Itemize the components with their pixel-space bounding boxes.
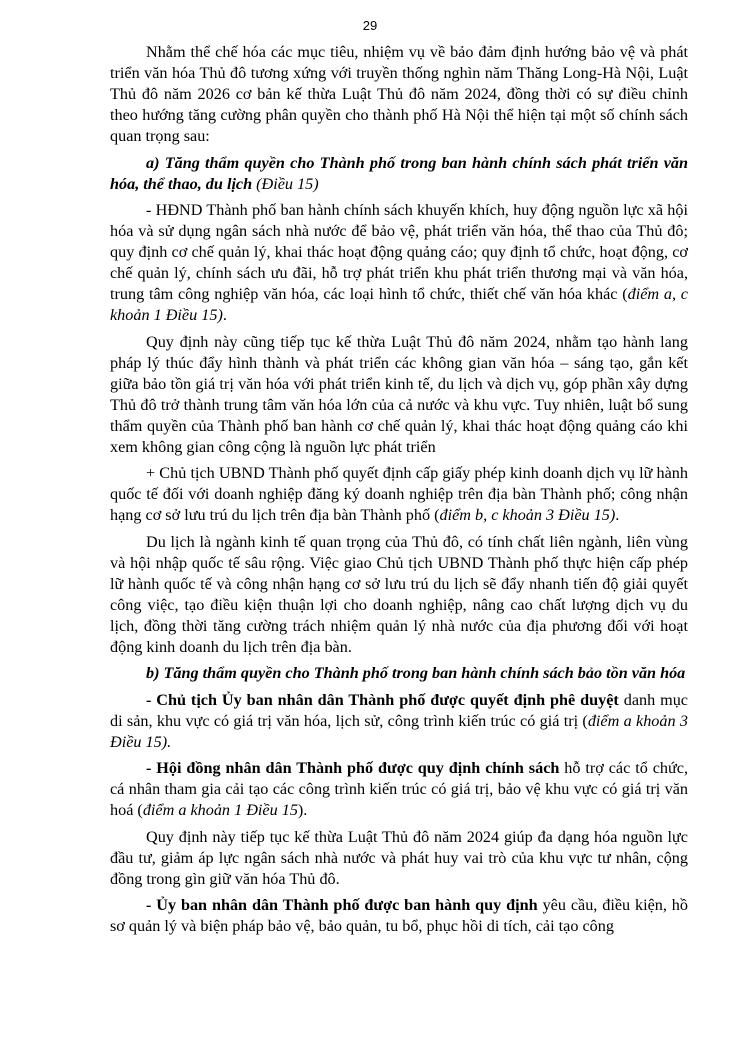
- heading-a-ref: (Điều 15): [252, 174, 319, 193]
- paragraph-chairman-approval: [110, 690, 688, 753]
- paragraph-end: ).: [297, 801, 308, 819]
- paragraph-chairman-license: [110, 463, 688, 526]
- legal-reference: điểm b, c khoản 3 Điều 15): [439, 506, 616, 524]
- paragraph-text: danh mục di sản, khu vực có giá trị văn hóa, lịch sử, công trình kiến trúc có giá trị (: [110, 690, 688, 730]
- paragraph-hdnd-policy: [110, 200, 688, 326]
- paragraph-tourism: Du lịch là ngành kinh tế quan trọng của Thủ đô, có tính chất liên ngành, liên vùng và hội nhập quốc tế sâu rộng. Việc giao Chủ tịch UBND Thành phố thực hiện cấp phép lữ hành quốc tế và công nhận hạng cơ sở lưu trú du lịch sẽ đẩy nhanh tiến độ giải quyết công việc, tạo điều kiện thuận lợi cho doanh nghiệp, nâng cao chất lượng dịch vụ du lịch, đồng thời tăng cường trách nhiệm quản lý nhà nước của địa phương đối với hoạt động kinh doanh du lịch trên địa bàn.: [110, 532, 688, 656]
- page-number: 29: [362, 18, 378, 33]
- paragraph-end: .: [222, 306, 227, 324]
- paragraph-end: .: [615, 506, 620, 524]
- paragraph-diversify: Quy định này tiếp tục kế thừa Luật Thủ đô năm 2024 giúp đa dạng hóa nguồn lực đầu tư, giảm áp lực ngân sách nhà nước và phát huy vai trò của khu vực tư nhân, cộng đồng trong gìn giữ văn hóa Thủ đô.: [110, 827, 688, 888]
- legal-reference: điểm a khoản 3 Điều 15).: [110, 711, 688, 751]
- paragraph-intro: Nhằm thể chế hóa các mục tiêu, nhiệm vụ về bảo đảm định hướng bảo vệ và phát triển văn hóa Thủ đô tương xứng với truyền thống nghìn năm Thăng Long-Hà Nội, Luật Thủ đô năm 2026 cơ bản kế thừa Luật Thủ đô năm 2024, đồng thời có sự điều chỉnh theo hướng tăng cường phân quyền cho thành phố Hà Nội thể hiện tại một số chính sách quan trọng sau:: [110, 43, 688, 145]
- heading-a-text: a) Tăng thẩm quyền cho Thành phố trong ban hành chính sách phát triển văn hóa, thể thao, du lịch: [110, 153, 688, 193]
- paragraph-text: hỗ trợ các tổ chức, cá nhân tham gia cải tạo các công trình kiến trúc có giá trị, bảo vệ khu vực có giá trị văn hoá (: [110, 759, 688, 819]
- paragraph-council-policy: [110, 758, 688, 821]
- heading-b: b) Tăng thẩm quyền cho Thành phố trong ban hành chính sách bảo tồn văn hóa: [146, 664, 686, 682]
- legal-reference: điểm a khoản 1 Điều 15: [142, 801, 298, 819]
- paragraph-text: - HĐND Thành phố ban hành chính sách khuyến khích, huy động nguồn lực xã hội hóa và sử dụng ngân sách nhà nước để bảo vệ, phát triển văn hóa, thể thao của Thủ đô; quy định cơ chế quản lý, khai thác hoạt động quảng cáo; quy định tổ chức, hoạt động, cơ chế quản lý, chính sách ưu đãi, hỗ trợ phát triển khu phát triển thương mại và văn hóa, trung tâm công nghiệp văn hóa, các loại hình tổ chức, thiết chế văn hóa khác (: [110, 201, 688, 303]
- paragraph-committee-regulation: [110, 895, 688, 937]
- heading-a: [110, 153, 688, 195]
- paragraph-text: yêu cầu, điều kiện, hồ sơ quản lý và biện pháp bảo vệ, bảo quản, tu bổ, phục hồi di tích, cải tạo công: [110, 896, 688, 935]
- legal-reference: điểm a, c khoản 1 Điều 15): [110, 285, 688, 324]
- bold-lead: - Chủ tịch Ủy ban nhân dân Thành phố được quyết định phê duyệt: [146, 690, 619, 709]
- bold-lead: - Hội đồng nhân dân Thành phố được quy định chính sách: [146, 759, 560, 777]
- bold-lead: - Ủy ban nhân dân Thành phố được ban hành quy định: [146, 896, 538, 914]
- paragraph-inheritance: Quy định này cũng tiếp tục kế thừa Luật Thủ đô năm 2024, nhằm tạo hành lang pháp lý thúc đẩy hình thành và phát triển các không gian văn hóa – sáng tạo, gắn kết giữa bảo tồn giá trị văn hóa với phát triển kinh tế, du lịch và dịch vụ, góp phần xây dựng Thủ đô trở thành trung tâm văn hóa lớn của cả nước và khu vực. Tuy nhiên, luật bổ sung thẩm quyền của Thành phố ban hành cơ chế quản lý, khai thác hoạt động quảng cáo khi xem không gian công cộng là nguồn lực phát triển: [110, 332, 688, 456]
- paragraph-text: + Chủ tịch UBND Thành phố quyết định cấp giấy phép kinh doanh dịch vụ lữ hành quốc tế đối với doanh nghiệp đăng ký doanh nghiệp trên địa bàn Thành phố; công nhận hạng cơ sở lưu trú du lịch trên địa bàn Thành phố (: [110, 464, 688, 524]
- document-body: [110, 42, 688, 943]
